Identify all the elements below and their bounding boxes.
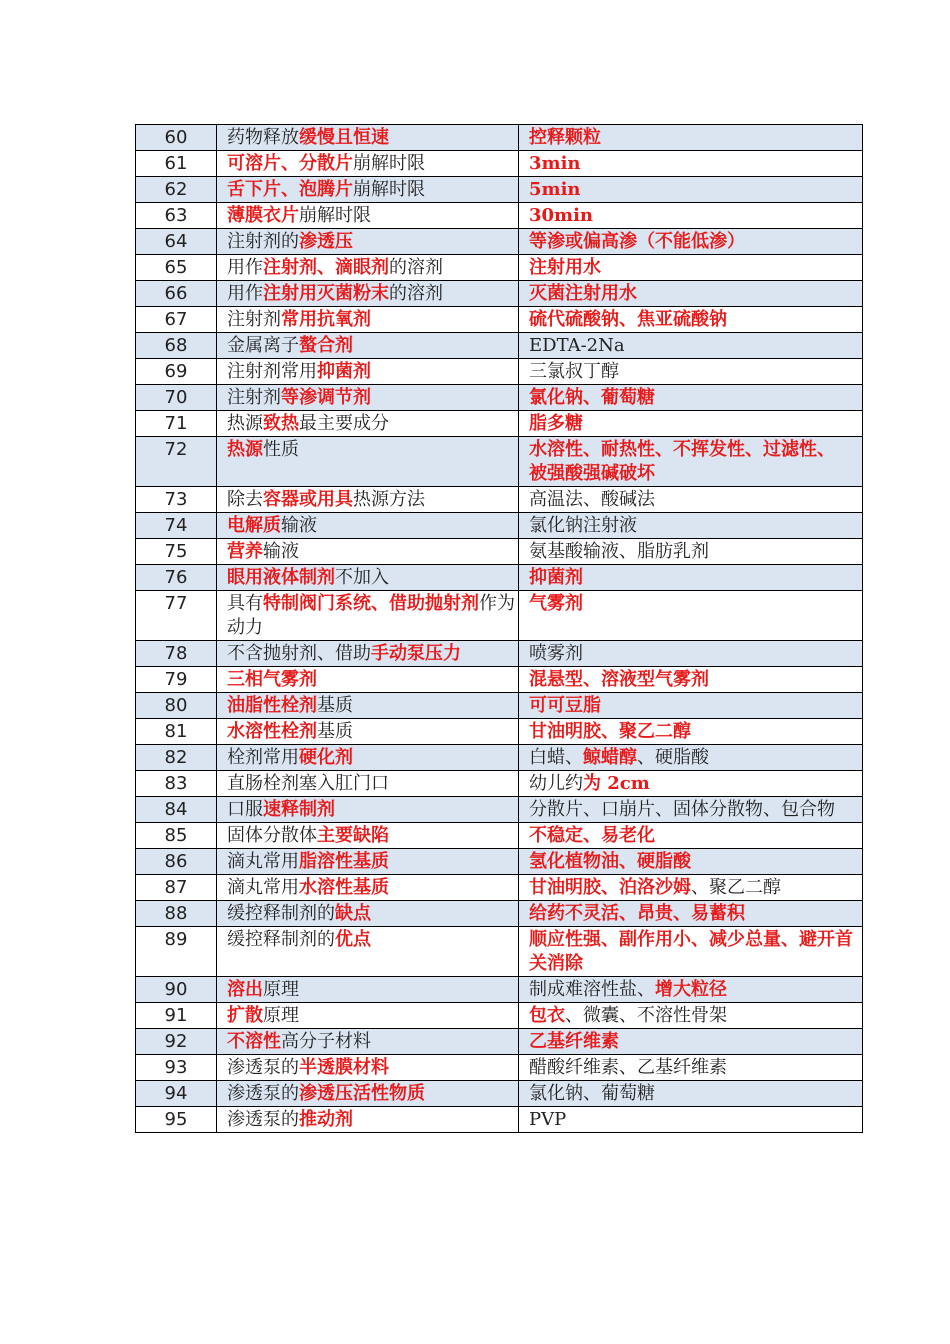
answer-cell <box>519 745 863 771</box>
table-row <box>136 125 863 151</box>
row-number: 76 <box>136 565 217 591</box>
highlight-text: 渗透压 <box>299 231 353 252</box>
plain-text: 崩解时限 <box>353 153 425 174</box>
answer-cell <box>519 771 863 797</box>
plain-text: 最主要成分 <box>299 413 389 434</box>
item-cell <box>217 875 519 901</box>
table-row <box>136 565 863 591</box>
item-cell <box>217 1081 519 1107</box>
table-row <box>136 591 863 641</box>
plain-text: 的溶剂 <box>389 257 443 278</box>
row-number: 80 <box>136 693 217 719</box>
answer-cell <box>519 229 863 255</box>
item-cell <box>217 203 519 229</box>
table-row <box>136 1029 863 1055</box>
highlight-text: 电解质 <box>227 515 281 536</box>
row-number: 67 <box>136 307 217 333</box>
item-cell <box>217 719 519 745</box>
row-number: 77 <box>136 591 217 641</box>
table-row <box>136 203 863 229</box>
highlight-text: 甘油明胶、聚乙二醇 <box>529 721 691 742</box>
item-cell <box>217 487 519 513</box>
plain-text: 热源 <box>227 413 263 434</box>
table-row <box>136 823 863 849</box>
highlight-text: 推动剂 <box>299 1109 353 1130</box>
table-row <box>136 641 863 667</box>
plain-text: 用作 <box>227 283 263 304</box>
item-cell <box>217 591 519 641</box>
row-number: 65 <box>136 255 217 281</box>
plain-text: 三氯叔丁醇 <box>529 361 619 382</box>
plain-text: 原理 <box>263 979 299 1000</box>
plain-text: 氨基酸输液、脂肪乳剂 <box>529 541 709 562</box>
highlight-text: 舌下片、泡腾片 <box>227 179 353 200</box>
plain-text: 崩解时限 <box>299 205 371 226</box>
answer-cell <box>519 203 863 229</box>
item-cell <box>217 333 519 359</box>
plain-text: 具有 <box>227 593 263 614</box>
item-cell <box>217 901 519 927</box>
answer-cell <box>519 359 863 385</box>
row-number: 61 <box>136 151 217 177</box>
table-row <box>136 901 863 927</box>
row-number: 68 <box>136 333 217 359</box>
answer-cell <box>519 333 863 359</box>
highlight-text: 包衣 <box>529 1005 565 1026</box>
row-number: 95 <box>136 1107 217 1133</box>
table-row <box>136 693 863 719</box>
answer-cell <box>519 591 863 641</box>
table-row <box>136 281 863 307</box>
highlight-text: 特制阀门系统、借助抛射剂 <box>263 593 479 614</box>
highlight-text: 硫代硫酸钠、焦亚硫酸钠 <box>529 309 727 330</box>
highlight-text: 给药不灵活、昂贵、易蓄积 <box>529 903 745 924</box>
table-row <box>136 927 863 977</box>
highlight-text: 水溶性栓剂 <box>227 721 317 742</box>
item-cell <box>217 745 519 771</box>
item-cell <box>217 849 519 875</box>
row-number: 72 <box>136 437 217 487</box>
table-row <box>136 1055 863 1081</box>
row-number: 81 <box>136 719 217 745</box>
plain-text: 输液 <box>281 515 317 536</box>
plain-text: 渗透泵的 <box>227 1057 299 1078</box>
item-cell <box>217 1003 519 1029</box>
answer-cell <box>519 1055 863 1081</box>
plain-text: 注射剂常用 <box>227 361 317 382</box>
plain-text: 分散片、口崩片、固体分散物、包合物 <box>529 799 835 820</box>
item-cell <box>217 229 519 255</box>
highlight-text: 5min <box>529 179 581 200</box>
plain-text: 的溶剂 <box>389 283 443 304</box>
plain-text: 氯化钠、葡萄糖 <box>529 1083 655 1104</box>
row-number: 86 <box>136 849 217 875</box>
item-cell <box>217 1029 519 1055</box>
knowledge-table <box>135 124 863 1133</box>
answer-cell <box>519 875 863 901</box>
plain-text: 滴丸常用 <box>227 851 299 872</box>
highlight-text: 气雾剂 <box>529 593 583 614</box>
highlight-text: 扩散 <box>227 1005 263 1026</box>
plain-text: 幼儿约 <box>529 773 583 794</box>
row-number: 62 <box>136 177 217 203</box>
answer-cell <box>519 977 863 1003</box>
table-row <box>136 745 863 771</box>
answer-cell <box>519 281 863 307</box>
highlight-text: 眼用液体制剂 <box>227 567 335 588</box>
table-row <box>136 229 863 255</box>
plain-text: 注射剂 <box>227 387 281 408</box>
row-number: 82 <box>136 745 217 771</box>
row-number: 71 <box>136 411 217 437</box>
plain-text: 口服 <box>227 799 263 820</box>
highlight-text: 三相气雾剂 <box>227 669 317 690</box>
item-cell <box>217 797 519 823</box>
plain-text: 崩解时限 <box>353 179 425 200</box>
table-row <box>136 797 863 823</box>
item-cell <box>217 385 519 411</box>
highlight-text: 抑菌剂 <box>317 361 371 382</box>
item-cell <box>217 771 519 797</box>
highlight-text: 渗透压活性物质 <box>299 1083 425 1104</box>
table-row <box>136 487 863 513</box>
answer-cell <box>519 437 863 487</box>
highlight-text: 增大粒径 <box>655 979 727 1000</box>
highlight-text: 致热 <box>263 413 299 434</box>
plain-text: 高温法、酸碱法 <box>529 489 655 510</box>
plain-text: 氯化钠注射液 <box>529 515 637 536</box>
highlight-text: 手动泵压力 <box>371 643 461 664</box>
row-number: 79 <box>136 667 217 693</box>
highlight-text: 半透膜材料 <box>299 1057 389 1078</box>
item-cell <box>217 823 519 849</box>
item-cell <box>217 1107 519 1133</box>
item-cell <box>217 513 519 539</box>
row-number: 91 <box>136 1003 217 1029</box>
table-row <box>136 539 863 565</box>
highlight-text: 薄膜衣片 <box>227 205 299 226</box>
highlight-text: 混悬型、溶液型气雾剂 <box>529 669 709 690</box>
table-row <box>136 1081 863 1107</box>
row-number: 84 <box>136 797 217 823</box>
table-row <box>136 1003 863 1029</box>
table-row <box>136 307 863 333</box>
plain-text: 缓控释制剂的 <box>227 929 335 950</box>
row-number: 85 <box>136 823 217 849</box>
highlight-text: 常用抗氧剂 <box>281 309 371 330</box>
answer-cell <box>519 411 863 437</box>
plain-text: 固体分散体 <box>227 825 317 846</box>
plain-text: 基质 <box>317 721 353 742</box>
highlight-text: 鲸蜡醇 <box>583 747 637 768</box>
answer-cell <box>519 1081 863 1107</box>
answer-cell <box>519 255 863 281</box>
row-number: 89 <box>136 927 217 977</box>
answer-cell <box>519 513 863 539</box>
item-cell <box>217 437 519 487</box>
row-number: 70 <box>136 385 217 411</box>
table-row <box>136 875 863 901</box>
row-number: 74 <box>136 513 217 539</box>
table-row <box>136 255 863 281</box>
highlight-text: 主要缺陷 <box>317 825 389 846</box>
table-row <box>136 513 863 539</box>
plain-text: 不含抛射剂、借助 <box>227 643 371 664</box>
plain-text: 渗透泵的 <box>227 1109 299 1130</box>
answer-cell <box>519 125 863 151</box>
item-cell <box>217 565 519 591</box>
plain-text: 注射剂 <box>227 309 281 330</box>
answer-cell <box>519 177 863 203</box>
table-row <box>136 177 863 203</box>
table-row <box>136 333 863 359</box>
plain-text: 性质 <box>263 439 299 460</box>
table-row <box>136 437 863 487</box>
answer-cell <box>519 641 863 667</box>
row-number: 90 <box>136 977 217 1003</box>
answer-cell <box>519 797 863 823</box>
highlight-text: 30min <box>529 205 594 226</box>
highlight-text: 缓慢且恒速 <box>299 127 389 148</box>
answer-cell <box>519 1029 863 1055</box>
item-cell <box>217 151 519 177</box>
table-row <box>136 977 863 1003</box>
answer-cell <box>519 539 863 565</box>
plain-text: 直肠栓剂塞入肛门口 <box>227 773 389 794</box>
item-cell <box>217 411 519 437</box>
plain-text: 金属离子 <box>227 335 299 356</box>
plain-text: 白蜡、 <box>529 747 583 768</box>
item-cell <box>217 641 519 667</box>
plain-text: 不加入 <box>335 567 389 588</box>
answer-cell <box>519 151 863 177</box>
row-number: 92 <box>136 1029 217 1055</box>
answer-cell <box>519 927 863 977</box>
plain-text: PVP <box>529 1109 567 1130</box>
item-cell <box>217 693 519 719</box>
row-number: 60 <box>136 125 217 151</box>
answer-cell <box>519 307 863 333</box>
plain-text: 、聚乙二醇 <box>691 877 781 898</box>
answer-cell <box>519 565 863 591</box>
plain-text: 喷雾剂 <box>529 643 583 664</box>
row-number: 87 <box>136 875 217 901</box>
item-cell <box>217 927 519 977</box>
item-cell <box>217 1055 519 1081</box>
highlight-text: 不稳定、易老化 <box>529 825 655 846</box>
row-number: 66 <box>136 281 217 307</box>
plain-text: 、微囊、不溶性骨架 <box>565 1005 727 1026</box>
plain-text: 热源方法 <box>353 489 425 510</box>
answer-cell <box>519 667 863 693</box>
table-row <box>136 849 863 875</box>
row-number: 73 <box>136 487 217 513</box>
plain-text: 作为动力 <box>227 593 515 638</box>
row-number: 75 <box>136 539 217 565</box>
highlight-text: 被强酸强碱破坏 <box>529 463 655 484</box>
highlight-text: 抑菌剂 <box>529 567 583 588</box>
table-row <box>136 411 863 437</box>
table-row <box>136 385 863 411</box>
highlight-text: 溶出 <box>227 979 263 1000</box>
plain-text: 药物释放 <box>227 127 299 148</box>
highlight-text: 脂溶性基质 <box>299 851 389 872</box>
plain-text: 滴丸常用 <box>227 877 299 898</box>
highlight-text: 热源 <box>227 439 263 460</box>
plain-text: 、硬脂酸 <box>637 747 709 768</box>
plain-text: 输液 <box>263 541 299 562</box>
answer-cell <box>519 385 863 411</box>
row-number: 78 <box>136 641 217 667</box>
table-row <box>136 667 863 693</box>
highlight-text: 为 2cm <box>583 773 650 794</box>
table-body <box>136 125 863 1133</box>
plain-text: 用作 <box>227 257 263 278</box>
plain-text: 基质 <box>317 695 353 716</box>
highlight-text: 甘油明胶、泊洛沙姆 <box>529 877 691 898</box>
highlight-text: 水溶性基质 <box>299 877 389 898</box>
highlight-text: 灭菌注射用水 <box>529 283 637 304</box>
highlight-text: 乙基纤维素 <box>529 1031 619 1052</box>
table-row <box>136 151 863 177</box>
answer-cell <box>519 693 863 719</box>
highlight-text: 可可豆脂 <box>529 695 601 716</box>
answer-cell <box>519 1003 863 1029</box>
row-number: 64 <box>136 229 217 255</box>
plain-text: 栓剂常用 <box>227 747 299 768</box>
item-cell <box>217 177 519 203</box>
plain-text: EDTA-2Na <box>529 335 625 356</box>
plain-text: 原理 <box>263 1005 299 1026</box>
highlight-text: 水溶性、耐热性、不挥发性、过滤性、 <box>529 439 835 460</box>
table-row <box>136 719 863 745</box>
row-number: 88 <box>136 901 217 927</box>
item-cell <box>217 977 519 1003</box>
highlight-text: 顺应性强、副作用小、减少总量、避开首关消除 <box>529 929 853 974</box>
table-row <box>136 1107 863 1133</box>
answer-cell <box>519 849 863 875</box>
plain-text: 除去 <box>227 489 263 510</box>
plain-text: 高分子材料 <box>281 1031 371 1052</box>
highlight-text: 脂多糖 <box>529 413 583 434</box>
answer-cell <box>519 823 863 849</box>
item-cell <box>217 281 519 307</box>
row-number: 94 <box>136 1081 217 1107</box>
highlight-text: 速释制剂 <box>263 799 335 820</box>
highlight-text: 等渗调节剂 <box>281 387 371 408</box>
row-number: 69 <box>136 359 217 385</box>
item-cell <box>217 667 519 693</box>
plain-text: 注射剂的 <box>227 231 299 252</box>
plain-text: 醋酸纤维素、乙基纤维素 <box>529 1057 727 1078</box>
item-cell <box>217 125 519 151</box>
answer-cell <box>519 719 863 745</box>
answer-cell <box>519 1107 863 1133</box>
highlight-text: 油脂性栓剂 <box>227 695 317 716</box>
item-cell <box>217 359 519 385</box>
highlight-text: 注射用水 <box>529 257 601 278</box>
answer-cell <box>519 901 863 927</box>
highlight-text: 氢化植物油、硬脂酸 <box>529 851 691 872</box>
highlight-text: 3min <box>529 153 581 174</box>
row-number: 93 <box>136 1055 217 1081</box>
plain-text: 渗透泵的 <box>227 1083 299 1104</box>
highlight-text: 优点 <box>335 929 371 950</box>
item-cell <box>217 539 519 565</box>
table-row <box>136 771 863 797</box>
highlight-text: 注射剂、滴眼剂 <box>263 257 389 278</box>
highlight-text: 氯化钠、葡萄糖 <box>529 387 655 408</box>
highlight-text: 容器或用具 <box>263 489 353 510</box>
item-cell <box>217 307 519 333</box>
highlight-text: 营养 <box>227 541 263 562</box>
highlight-text: 缺点 <box>335 903 371 924</box>
highlight-text: 注射用灭菌粉末 <box>263 283 389 304</box>
answer-cell <box>519 487 863 513</box>
plain-text: 制成难溶性盐、 <box>529 979 655 1000</box>
highlight-text: 可溶片、分散片 <box>227 153 353 174</box>
plain-text: 缓控释制剂的 <box>227 903 335 924</box>
highlight-text: 硬化剂 <box>299 747 353 768</box>
highlight-text: 不溶性 <box>227 1031 281 1052</box>
row-number: 83 <box>136 771 217 797</box>
highlight-text: 控释颗粒 <box>529 127 601 148</box>
highlight-text: 等渗或偏高渗（不能低渗） <box>529 231 745 252</box>
item-cell <box>217 255 519 281</box>
table-row <box>136 359 863 385</box>
highlight-text: 螯合剂 <box>299 335 353 356</box>
row-number: 63 <box>136 203 217 229</box>
